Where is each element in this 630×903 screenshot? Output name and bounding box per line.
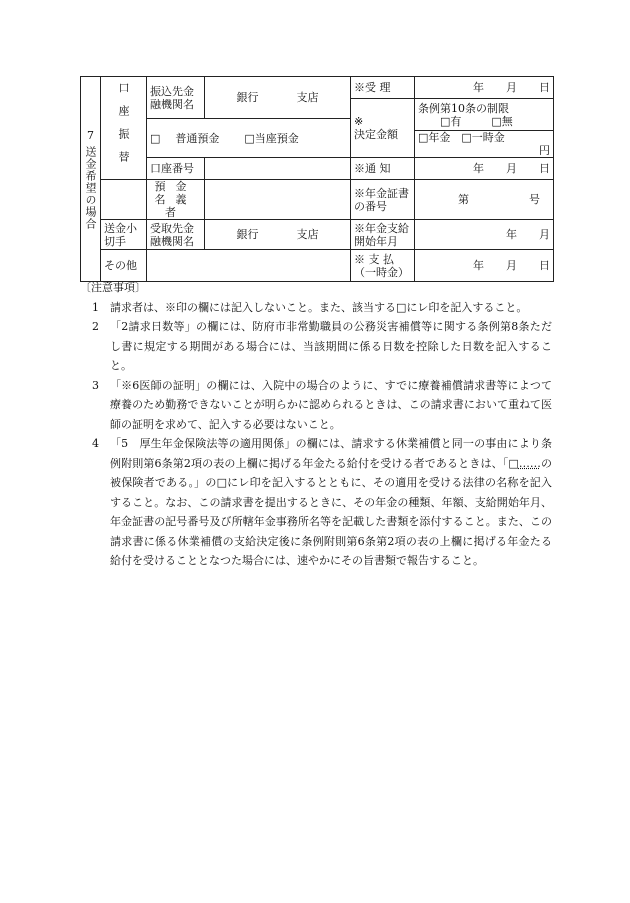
bank-suffix: 銀行 <box>236 91 259 104</box>
transfer-label-cell <box>101 77 147 180</box>
note-text-a: 「5 厚生年金保険法等の適用関係」の欄には、請求する休業補償と同一の事由により条例附則第6条第2項の表の上欄に掲げる年金たる給付を受ける者であるときは、「□ <box>110 437 552 470</box>
account-number-field[interactable] <box>205 158 351 180</box>
note-item-3 <box>80 376 552 435</box>
payment-method-table <box>80 76 554 282</box>
depositor-label: 預金名義者 <box>147 180 205 220</box>
normal-deposit-checkbox[interactable]: □ <box>150 131 161 145</box>
account-type-cell <box>147 119 351 158</box>
note-item-2 <box>80 317 552 376</box>
pension-type-cell <box>415 131 554 158</box>
restriction-no-checkbox[interactable]: □無 <box>491 114 513 128</box>
money-order-bank-field[interactable] <box>205 220 351 250</box>
note-item-1 <box>80 298 552 318</box>
pension-start-field[interactable]: 年 月 <box>415 220 554 250</box>
other-label: その他 <box>101 250 147 282</box>
decision-mark: ※ <box>354 115 364 128</box>
money-order-bank-label: 受取先金融機関名 <box>147 220 205 250</box>
bank-suffix: 銀行 <box>236 228 259 241</box>
transfer-bank-label: 振込先金融機関名 <box>147 77 205 119</box>
note-item-4 <box>80 434 552 571</box>
restriction-label: 条例第10条の制限 <box>418 101 509 115</box>
note-text: 請求者は、※印の欄には記入しないこと。また、該当する□にレ印を記入すること。 <box>110 300 528 314</box>
note-number: 3 <box>92 378 99 392</box>
notice-date-field[interactable]: 年 月 日 <box>415 158 554 180</box>
decision-label: 決定金額 <box>354 128 398 141</box>
empty-cell <box>101 180 147 220</box>
payment-label: ※ 支 払（一時金） <box>351 250 415 282</box>
section-title: 送金希望の場合 <box>84 145 97 230</box>
notes-section <box>80 278 552 571</box>
transfer-label: 口座振替 <box>117 82 130 174</box>
note-text-b: の被保険者である。」の□にレ印を記入するとともに、その適用を受ける法律の名称を記入すること。なお、この請求書を提出するときに、その年金の種類、年額、支給開始年月、年金証書の記号番号及び所轄年金事務所名等を記載した書類を添付すること。また、この請求書に係る休業補償の支給決定後に条例附則第6条第2項の表の上欄に掲げる年金たる給付を受けることとなつた場合には、速やかにその旨書類で報告すること。 <box>110 456 553 567</box>
pension-start-label: ※年金支給開始年月 <box>351 220 415 250</box>
note-text: 「※6医師の証明」の欄には、入院中の場合のように、すでに療養補償請求書等によつて療養のため勤務できないことが明らかに認められるときは、この請求書において重ねて医師の証明を求めて、記入する必要はないこと。 <box>110 378 552 431</box>
money-order-label: 送金小切手 <box>101 220 147 250</box>
cert-prefix: 第 <box>458 193 469 206</box>
cert-suffix: 号 <box>529 193 540 206</box>
yen-unit: 円 <box>539 144 550 157</box>
depositor-field[interactable] <box>205 180 351 220</box>
restriction-yes-checkbox[interactable]: □有 <box>440 114 462 128</box>
notes-heading: 〔注意事項〕 <box>80 281 146 294</box>
receipt-date-field[interactable]: 年 月 日 <box>415 77 554 99</box>
pension-type-checkbox[interactable]: □年金 □一時金 <box>418 131 505 144</box>
payment-date-field[interactable]: 年 月 日 <box>415 250 554 282</box>
note-blank: …… <box>518 456 541 470</box>
note-text: 「2請求日数等」の欄には、防府市非常勤職員の公務災害補償等に関する条例第8条ただし書に規定する期間がある場合には、当該期間に係る日数を控除した日数を記入すること。 <box>110 320 552 372</box>
other-field[interactable] <box>147 250 351 282</box>
branch-suffix: 支店 <box>296 91 319 104</box>
section-number: 7 <box>87 128 94 142</box>
receipt-label: ※受 理 <box>351 77 415 99</box>
current-deposit-checkbox[interactable]: □当座預金 <box>244 131 299 145</box>
cert-label: ※年金証書の番号 <box>351 180 415 220</box>
note-number: 2 <box>92 320 99 333</box>
section-title-cell <box>81 77 101 282</box>
transfer-bank-field[interactable] <box>205 77 351 119</box>
restriction-cell <box>415 99 554 131</box>
account-number-label: 口座番号 <box>147 158 205 180</box>
note-number: 4 <box>92 437 99 450</box>
cert-number-field[interactable] <box>415 180 554 220</box>
normal-deposit-label: 普通預金 <box>175 131 220 145</box>
notice-label: ※通 知 <box>351 158 415 180</box>
branch-suffix: 支店 <box>296 228 319 241</box>
decision-label-cell <box>351 99 415 158</box>
note-number: 1 <box>92 300 99 314</box>
